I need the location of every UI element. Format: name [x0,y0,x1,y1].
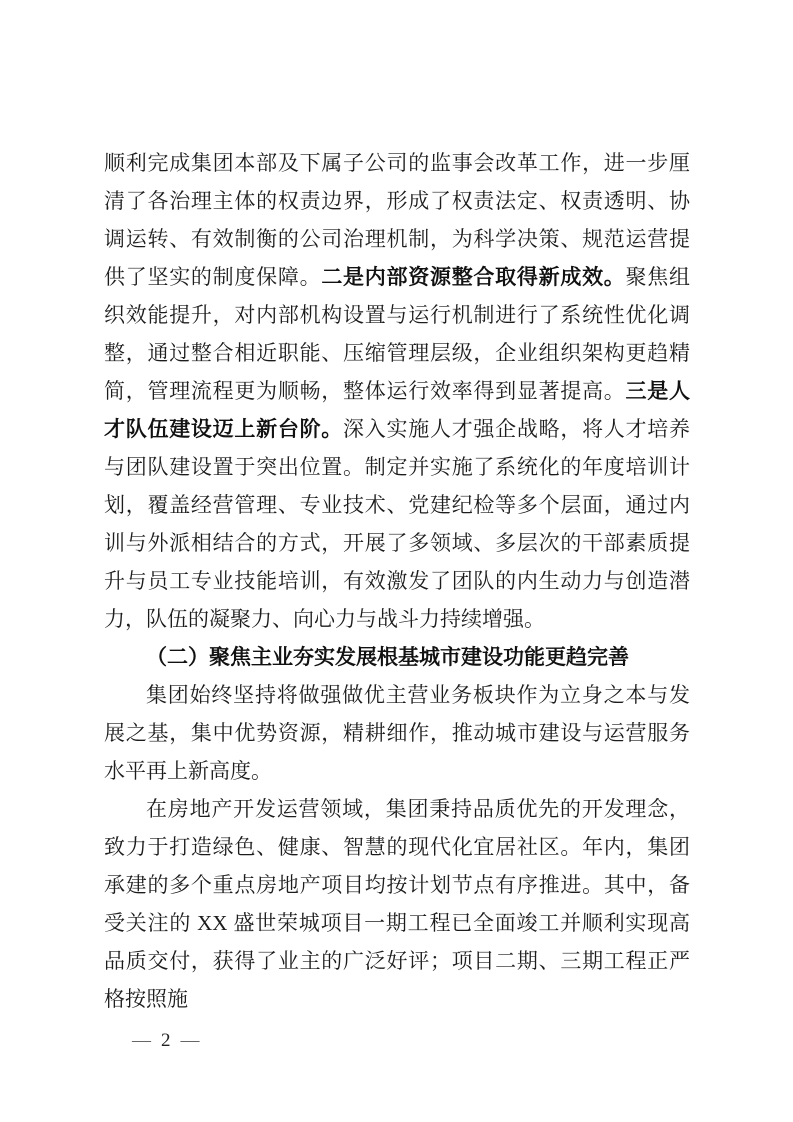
body-text: 深入实施人才强企战略，将人才培养与团队建设置于突出位置。制定并实施了系统化的年度培训计划，覆盖经营管理、专业技术、党建纪检等多个层面，通过内训与外派相结合的方式，开展了多领域、多层次的干部素质提升与员工专业技能培训，有效激发了团队的内生动力与创造潜力，队伍的凝聚力、向心力与战斗力持续增强。 [104,417,691,631]
paragraph [104,144,690,638]
body-text: 顺利完成集团本部及下属子公司的监事会改革工作，进一步厘清了各治理主体的权责边界，形成了权责法定、权责透明、协调运转、有效制衡的公司治理机制，为科学决策、规范运营提供了坚实的制度保障。 [104,151,690,289]
emphasis-text: 二是内部资源整合取得新成效。 [321,265,626,289]
paragraph [104,676,690,790]
emphasis-text: 三是人才队伍建设迈上新台阶。 [104,379,691,441]
page-number-dash-left: — [132,1030,152,1051]
document-body [104,144,690,1018]
section-heading [104,638,690,676]
page-number-dash-right: — [180,1030,201,1051]
page-number: 2 [161,1030,172,1051]
body-text: 聚焦组织效能提升，对内部机构设置与运行机制进行了系统性优化调整，通过整合相近职能、压缩管理层级，企业组织架构更趋精简，管理流程更为顺畅，整体运行效率得到显著提高。 [104,265,691,403]
paragraph [104,790,690,1018]
body-text: 在房地产开发运营领域，集团秉持品质优先的开发理念，致力于打造绿色、健康、智慧的现代化宜居社区。年内，集团承建的多个重点房地产项目均按计划节点有序推进。其中，备受关注的 XX 盛世荣城项目一期工程已全面竣工并顺利实现高品质交付，获得了业主的广泛好评；项目二期、三期工程正严格按照施 [104,797,690,1011]
page-footer [132,1029,201,1053]
emphasis-text: （二）聚焦主业夯实发展根基城市建设功能更趋完善 [146,645,629,669]
body-text: 集团始终坚持将做强做优主营业务板块作为立身之本与发展之基，集中优势资源，精耕细作，推动城市建设与运营服务水平再上新高度。 [104,683,690,783]
